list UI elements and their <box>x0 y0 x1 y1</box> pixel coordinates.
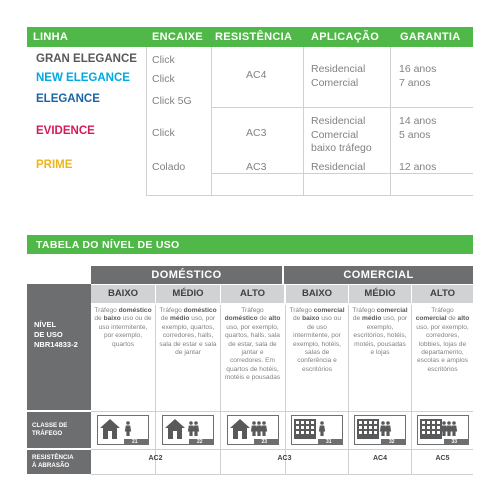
description-text: Tráfego <box>289 307 314 314</box>
nivel-de-uso-label-cell <box>27 284 91 410</box>
resistencia-value: AC3 <box>246 161 267 173</box>
traffic-class-number: 23 <box>261 439 268 445</box>
product-table-body <box>27 47 473 197</box>
traffic-class-icon <box>91 414 155 446</box>
garantia-value: 7 anos <box>399 77 431 89</box>
abrasion-value: AC3 <box>277 455 292 462</box>
header-linha: LINHA <box>33 31 69 43</box>
description-emphasis: baixo <box>302 315 320 323</box>
header-aplicacao: APLICAÇÃO <box>311 31 380 43</box>
description-text: de <box>292 315 303 323</box>
resistencia-value: AC3 <box>246 127 267 139</box>
aplicacao-value: baixo tráfego <box>311 142 372 154</box>
description-text: Tráfego <box>352 307 377 314</box>
encaixe-value: Click <box>152 73 175 85</box>
description-emphasis: comercial <box>415 315 447 323</box>
description-text: uso, por exemplo, escritórios, hotéis, motéis, pousadas e lojas <box>353 315 408 357</box>
description-text: uso, por exemplo, quartos, halls, sala de estar, sala de jantar e corredores. Em quartos de hotéis, motéis e pousadas <box>224 323 281 382</box>
description-emphasis: doméstico <box>183 307 217 314</box>
description-emphasis: comercial <box>313 307 345 314</box>
description-text: de <box>160 315 171 323</box>
encaixe-value: Colado <box>152 161 186 173</box>
traffic-class-icon <box>412 414 473 446</box>
description-emphasis: comercial <box>376 307 408 314</box>
description-emphasis: médio <box>362 315 382 323</box>
description-text: Tráfego <box>94 307 119 314</box>
garantia-value: 14 anos <box>399 115 437 127</box>
resistencia-abrasao-label: RESISTÊNCIA À ABRASÃO <box>27 450 91 474</box>
description-text: Tráfego <box>241 307 264 314</box>
level-header: ALTO <box>412 285 473 303</box>
garantia-value: 16 anos <box>399 63 437 75</box>
level-description <box>352 305 408 409</box>
level-header: BAIXO <box>91 285 155 303</box>
header-encaixe: ENCAIXE <box>152 31 203 43</box>
line-gran-elegance: GRAN ELEGANCE <box>36 53 137 65</box>
description-emphasis: médio <box>170 315 190 323</box>
description-emphasis: doméstico <box>118 307 152 314</box>
classe-trafego-label: CLASSE DE TRÁFEGO <box>27 412 91 448</box>
aplicacao-value: Residencial <box>311 161 366 173</box>
usage-table-title: TABELA DO NÍVEL DE USO <box>36 239 180 251</box>
level-description <box>94 305 152 409</box>
group-domestico: DOMÉSTICO <box>91 266 282 284</box>
description-emphasis: alto <box>268 315 281 323</box>
level-header: MÉDIO <box>156 285 220 303</box>
level-header: MÉDIO <box>349 285 411 303</box>
divider <box>91 411 473 412</box>
description-emphasis: doméstico <box>224 315 258 323</box>
divider <box>91 449 473 450</box>
divider <box>211 107 473 108</box>
aplicacao-value: Comercial <box>311 77 359 89</box>
level-description <box>159 305 217 409</box>
nivel-de-uso-label: NÍVEL DE USO NBR14833-2 <box>34 320 78 349</box>
level-description <box>289 305 345 409</box>
line-prime: PRIME <box>36 159 73 171</box>
description-text: de <box>257 315 269 323</box>
abrasion-value: AC5 <box>435 455 450 462</box>
traffic-class-icon <box>349 414 411 446</box>
description-text: uso, por exemplo, quartos, corredores, halls, sala de estar e sala de jantar <box>159 315 217 357</box>
traffic-class-number: 32 <box>389 439 395 445</box>
line-new-elegance: NEW ELEGANCE <box>36 72 130 84</box>
description-text: uso ou de uso intermitente, por exemplo, hotéis, salas de conferência e escritórios <box>292 315 342 373</box>
traffic-class-icon <box>286 414 348 446</box>
traffic-class-number: 21 <box>132 439 138 445</box>
description-text: de <box>352 315 363 323</box>
group-comercial: COMERCIAL <box>284 266 473 284</box>
traffic-class-icon <box>221 414 284 446</box>
description-text: uso ou de uso intermitente, por exemplo, quartos <box>98 315 152 348</box>
traffic-class-number: 31 <box>326 439 332 445</box>
traffic-class-number: 33 <box>451 439 458 445</box>
aplicacao-value: Comercial <box>311 129 359 141</box>
encaixe-value: Click <box>152 127 175 139</box>
line-evidence: EVIDENCE <box>36 125 95 137</box>
level-description <box>415 305 470 409</box>
encaixe-value: Click <box>152 54 175 66</box>
level-header: BAIXO <box>286 285 348 303</box>
line-elegance: ELEGANCE <box>36 93 100 105</box>
divider <box>146 195 211 196</box>
header-resistencia: RESISTÊNCIA <box>215 31 293 43</box>
traffic-class-icon <box>156 414 220 446</box>
aplicacao-value: Residencial <box>311 63 366 75</box>
level-description <box>224 305 281 409</box>
description-text: uso, por exemplo, corredores, lobbies, lojas de departamento, escolas e amplos escritórios <box>416 323 469 373</box>
usage-table-title-bar <box>27 235 473 254</box>
divider <box>146 47 147 195</box>
level-header: ALTO <box>221 285 284 303</box>
aplicacao-value: Residencial <box>311 115 366 127</box>
divider <box>91 474 473 475</box>
description-text: Tráfego <box>159 307 184 314</box>
divider <box>211 195 473 196</box>
header-garantia: GARANTIA <box>400 31 461 43</box>
abrasion-value: AC2 <box>148 455 163 462</box>
description-text: Tráfego <box>431 307 454 314</box>
product-table <box>27 27 473 197</box>
traffic-class-number: 22 <box>197 439 203 445</box>
abrasion-value: AC4 <box>372 455 387 462</box>
garantia-value: 5 anos <box>399 129 431 141</box>
description-text: de <box>446 315 458 323</box>
resistencia-value: AC4 <box>246 69 267 81</box>
description-emphasis: alto <box>457 315 470 323</box>
product-table-header <box>27 27 473 47</box>
description-emphasis: baixo <box>103 315 121 323</box>
garantia-value: 12 anos <box>399 161 437 173</box>
description-text: de <box>94 315 104 323</box>
encaixe-value: Click 5G <box>152 95 192 107</box>
